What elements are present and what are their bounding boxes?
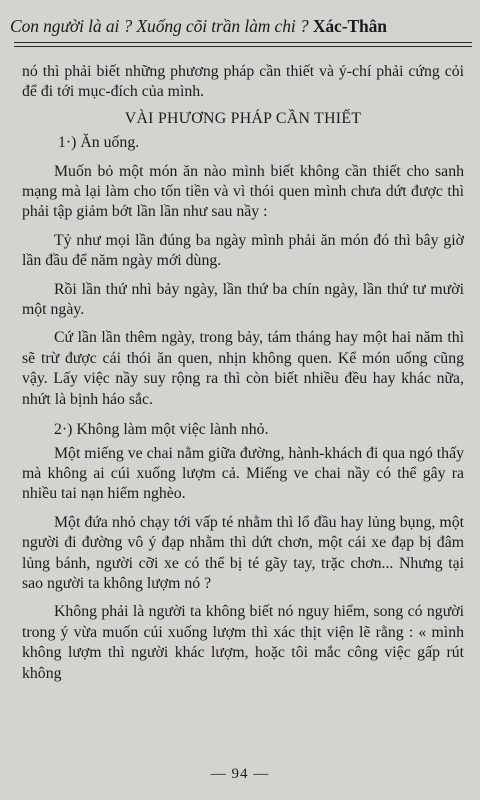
body-text	[22, 62, 464, 684]
paragraph-1: Muốn bỏ một món ăn nào mình biết không cần thiết cho sanh mạng mà lại làm cho tốn tiền và vì thói quen mình chưa dứt được thì phải tập giảm bớt lần lần như sau nầy :	[22, 162, 464, 221]
paragraph-5: Một miếng ve chai nằm giữa đường, hành-khách đi qua ngó thấy mà không ai cúi xuống lượm cả. Miếng ve chai nầy có thể gây ra nhiều tai nạn hiểm nghèo.	[22, 444, 464, 503]
paragraph-6: Một đứa nhỏ chạy tới vấp té nhằm thì lổ đầu hay lủng bụng, một người đi đường vô ý đạp nhằm thì dứt chơn, một cái xe đạp bị đâm lủng bánh, người cỡi xe có thể bị té gãy tay, trặc chơn... Nhưng tại sao người ta không lượm nó ?	[22, 513, 464, 592]
subheading-eating: 1·) Ăn uống.	[58, 134, 140, 152]
header-title: Con người là ai ? Xuống cõi trần làm chi ?	[10, 16, 309, 36]
header-rule	[14, 42, 472, 47]
running-header	[10, 14, 474, 40]
paragraph-4: Cứ lần lần thêm ngày, trong bảy, tám tháng hay một hai năm thì sẽ trừ được cái thói ăn quen, nhịn không quen. Kể món uống cũng vậy. Lấy việc nầy suy rộng ra thì còn biết nhiều đều hay khác nữa, nhứt là bịnh háo sắc.	[22, 329, 464, 408]
page-number: — 94 —	[210, 766, 270, 782]
paragraph-2: Tỷ như mọi lần đúng ba ngày mình phải ăn món đó thì bây giờ lần đầu để năm ngày mới dùng.	[22, 231, 464, 270]
paragraph-intro: nó thì phải biết những phương pháp cần thiết và ý-chí phải cứng cỏi để đi tới mục-đích của mình.	[22, 63, 464, 101]
subheading-good-deed: 2·) Không làm một việc lành nhỏ.	[54, 421, 269, 439]
header-author: Xác-Thân	[312, 16, 387, 36]
paragraph-7: Không phải là người ta không biết nó nguy hiểm, song có người trong ý vừa muốn cúi xuống lượm thì xác thịt viện lẽ rằng : « mình không lượm thì người khác lượm, hoặc tôi mắc công việc gấp rút không	[22, 603, 464, 682]
section-heading: VÀI PHƯƠNG PHÁP CẦN THIẾT	[124, 109, 362, 127]
paragraph-3: Rồi lần thứ nhì bảy ngày, lần thứ ba chín ngày, lần thứ tư mười một ngày.	[22, 280, 464, 319]
